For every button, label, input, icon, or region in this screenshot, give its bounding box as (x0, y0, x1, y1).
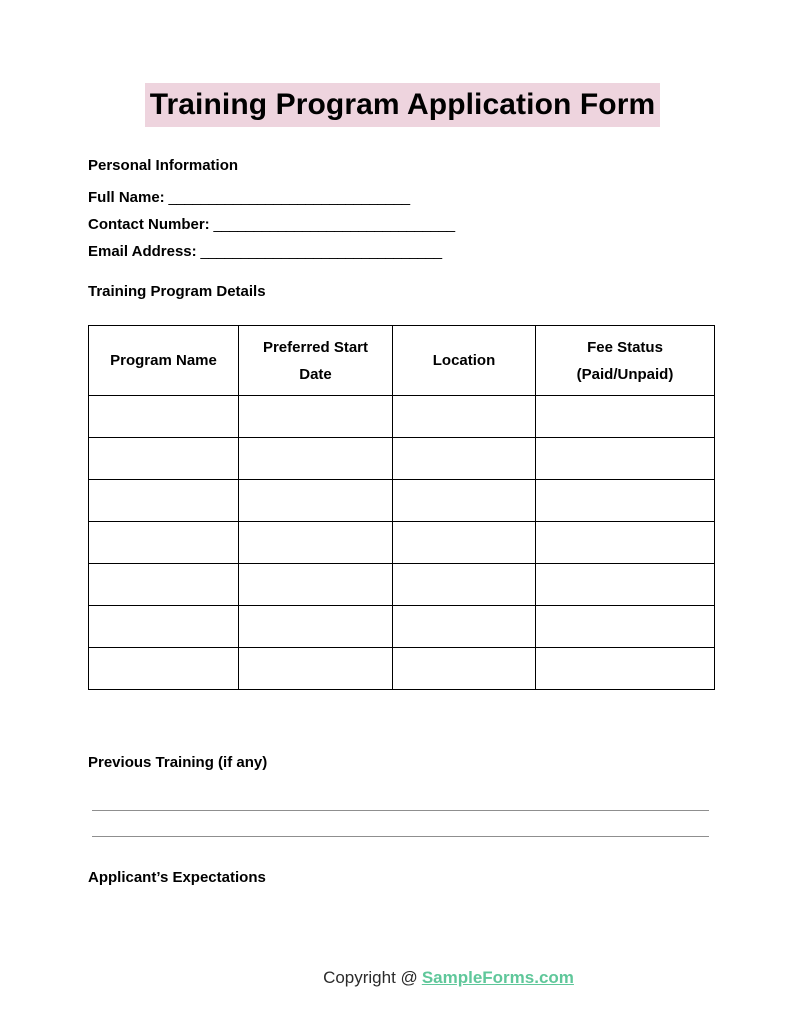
field-contact-number-label: Contact Number: (88, 216, 210, 233)
column-header-preferred-start-date-line-2: Date (299, 365, 332, 383)
table-body (89, 396, 715, 690)
cell-location[interactable] (393, 648, 536, 690)
cell-location[interactable] (393, 480, 536, 522)
footer (0, 966, 805, 990)
cell-fee-status[interactable] (536, 648, 715, 690)
page-title-row (0, 83, 805, 127)
column-header-program-name (89, 326, 239, 396)
column-header-preferred-start-date-line-1: Preferred Start (262, 338, 369, 356)
table-row[interactable] (89, 606, 715, 648)
section-heading-applicant-expectations: Applicant’s Expectations (88, 869, 266, 886)
cell-preferred-start-date[interactable] (239, 396, 393, 438)
cell-program-name[interactable] (89, 564, 239, 606)
cell-program-name[interactable] (89, 522, 239, 564)
previous-training-answer-line-2[interactable] (92, 836, 709, 837)
cell-program-name[interactable] (89, 606, 239, 648)
previous-training-answer-line-1[interactable] (92, 810, 709, 811)
column-header-preferred-start-date (239, 326, 393, 396)
cell-location[interactable] (393, 564, 536, 606)
cell-location[interactable] (393, 438, 536, 480)
page-title: Training Program Application Form (145, 83, 661, 127)
table-row[interactable] (89, 648, 715, 690)
table-header-row (89, 326, 715, 396)
cell-location[interactable] (393, 522, 536, 564)
training-program-details-table (88, 325, 715, 690)
table-row[interactable] (89, 480, 715, 522)
cell-preferred-start-date[interactable] (239, 438, 393, 480)
table-row[interactable] (89, 522, 715, 564)
column-header-location (393, 326, 536, 396)
cell-fee-status[interactable] (536, 480, 715, 522)
footer-inner (231, 966, 574, 990)
cell-preferred-start-date[interactable] (239, 522, 393, 564)
column-header-location-line-1: Location (432, 352, 496, 369)
field-contact-number[interactable] (88, 214, 455, 236)
cell-program-name[interactable] (89, 438, 239, 480)
cell-fee-status[interactable] (536, 522, 715, 564)
cell-fee-status[interactable] (536, 438, 715, 480)
section-heading-personal-information: Personal Information (88, 157, 239, 174)
cell-preferred-start-date[interactable] (239, 564, 393, 606)
field-email-address[interactable] (88, 241, 442, 263)
table-row[interactable] (89, 396, 715, 438)
cell-program-name[interactable] (89, 396, 239, 438)
cell-fee-status[interactable] (536, 564, 715, 606)
field-email-address-label: Email Address: (88, 243, 197, 260)
column-header-fee-status-line-2: (Paid/Unpaid) (576, 365, 674, 383)
section-heading-previous-training: Previous Training (if any) (88, 754, 268, 771)
column-header-fee-status-line-1: Fee Status (587, 338, 663, 356)
field-full-name-blank[interactable]: ______________________________ (164, 189, 410, 206)
column-header-fee-status (536, 326, 715, 396)
field-full-name[interactable] (88, 187, 410, 209)
table-row[interactable] (89, 438, 715, 480)
cell-preferred-start-date[interactable] (239, 606, 393, 648)
cell-location[interactable] (393, 606, 536, 648)
field-email-address-blank[interactable]: ______________________________ (196, 243, 442, 260)
cell-fee-status[interactable] (536, 396, 715, 438)
cell-preferred-start-date[interactable] (239, 480, 393, 522)
column-header-program-name-line-1: Program Name (110, 352, 217, 369)
cell-program-name[interactable] (89, 648, 239, 690)
field-contact-number-blank[interactable]: ______________________________ (209, 216, 455, 233)
cell-program-name[interactable] (89, 480, 239, 522)
copyright-text: Copyright @ (323, 968, 418, 987)
section-heading-training-program-details: Training Program Details (88, 283, 266, 300)
cell-preferred-start-date[interactable] (239, 648, 393, 690)
cell-location[interactable] (393, 396, 536, 438)
sampleforms-link[interactable]: SampleForms.com (421, 968, 574, 987)
cell-fee-status[interactable] (536, 606, 715, 648)
table-row[interactable] (89, 564, 715, 606)
field-full-name-label: Full Name: (88, 189, 165, 206)
